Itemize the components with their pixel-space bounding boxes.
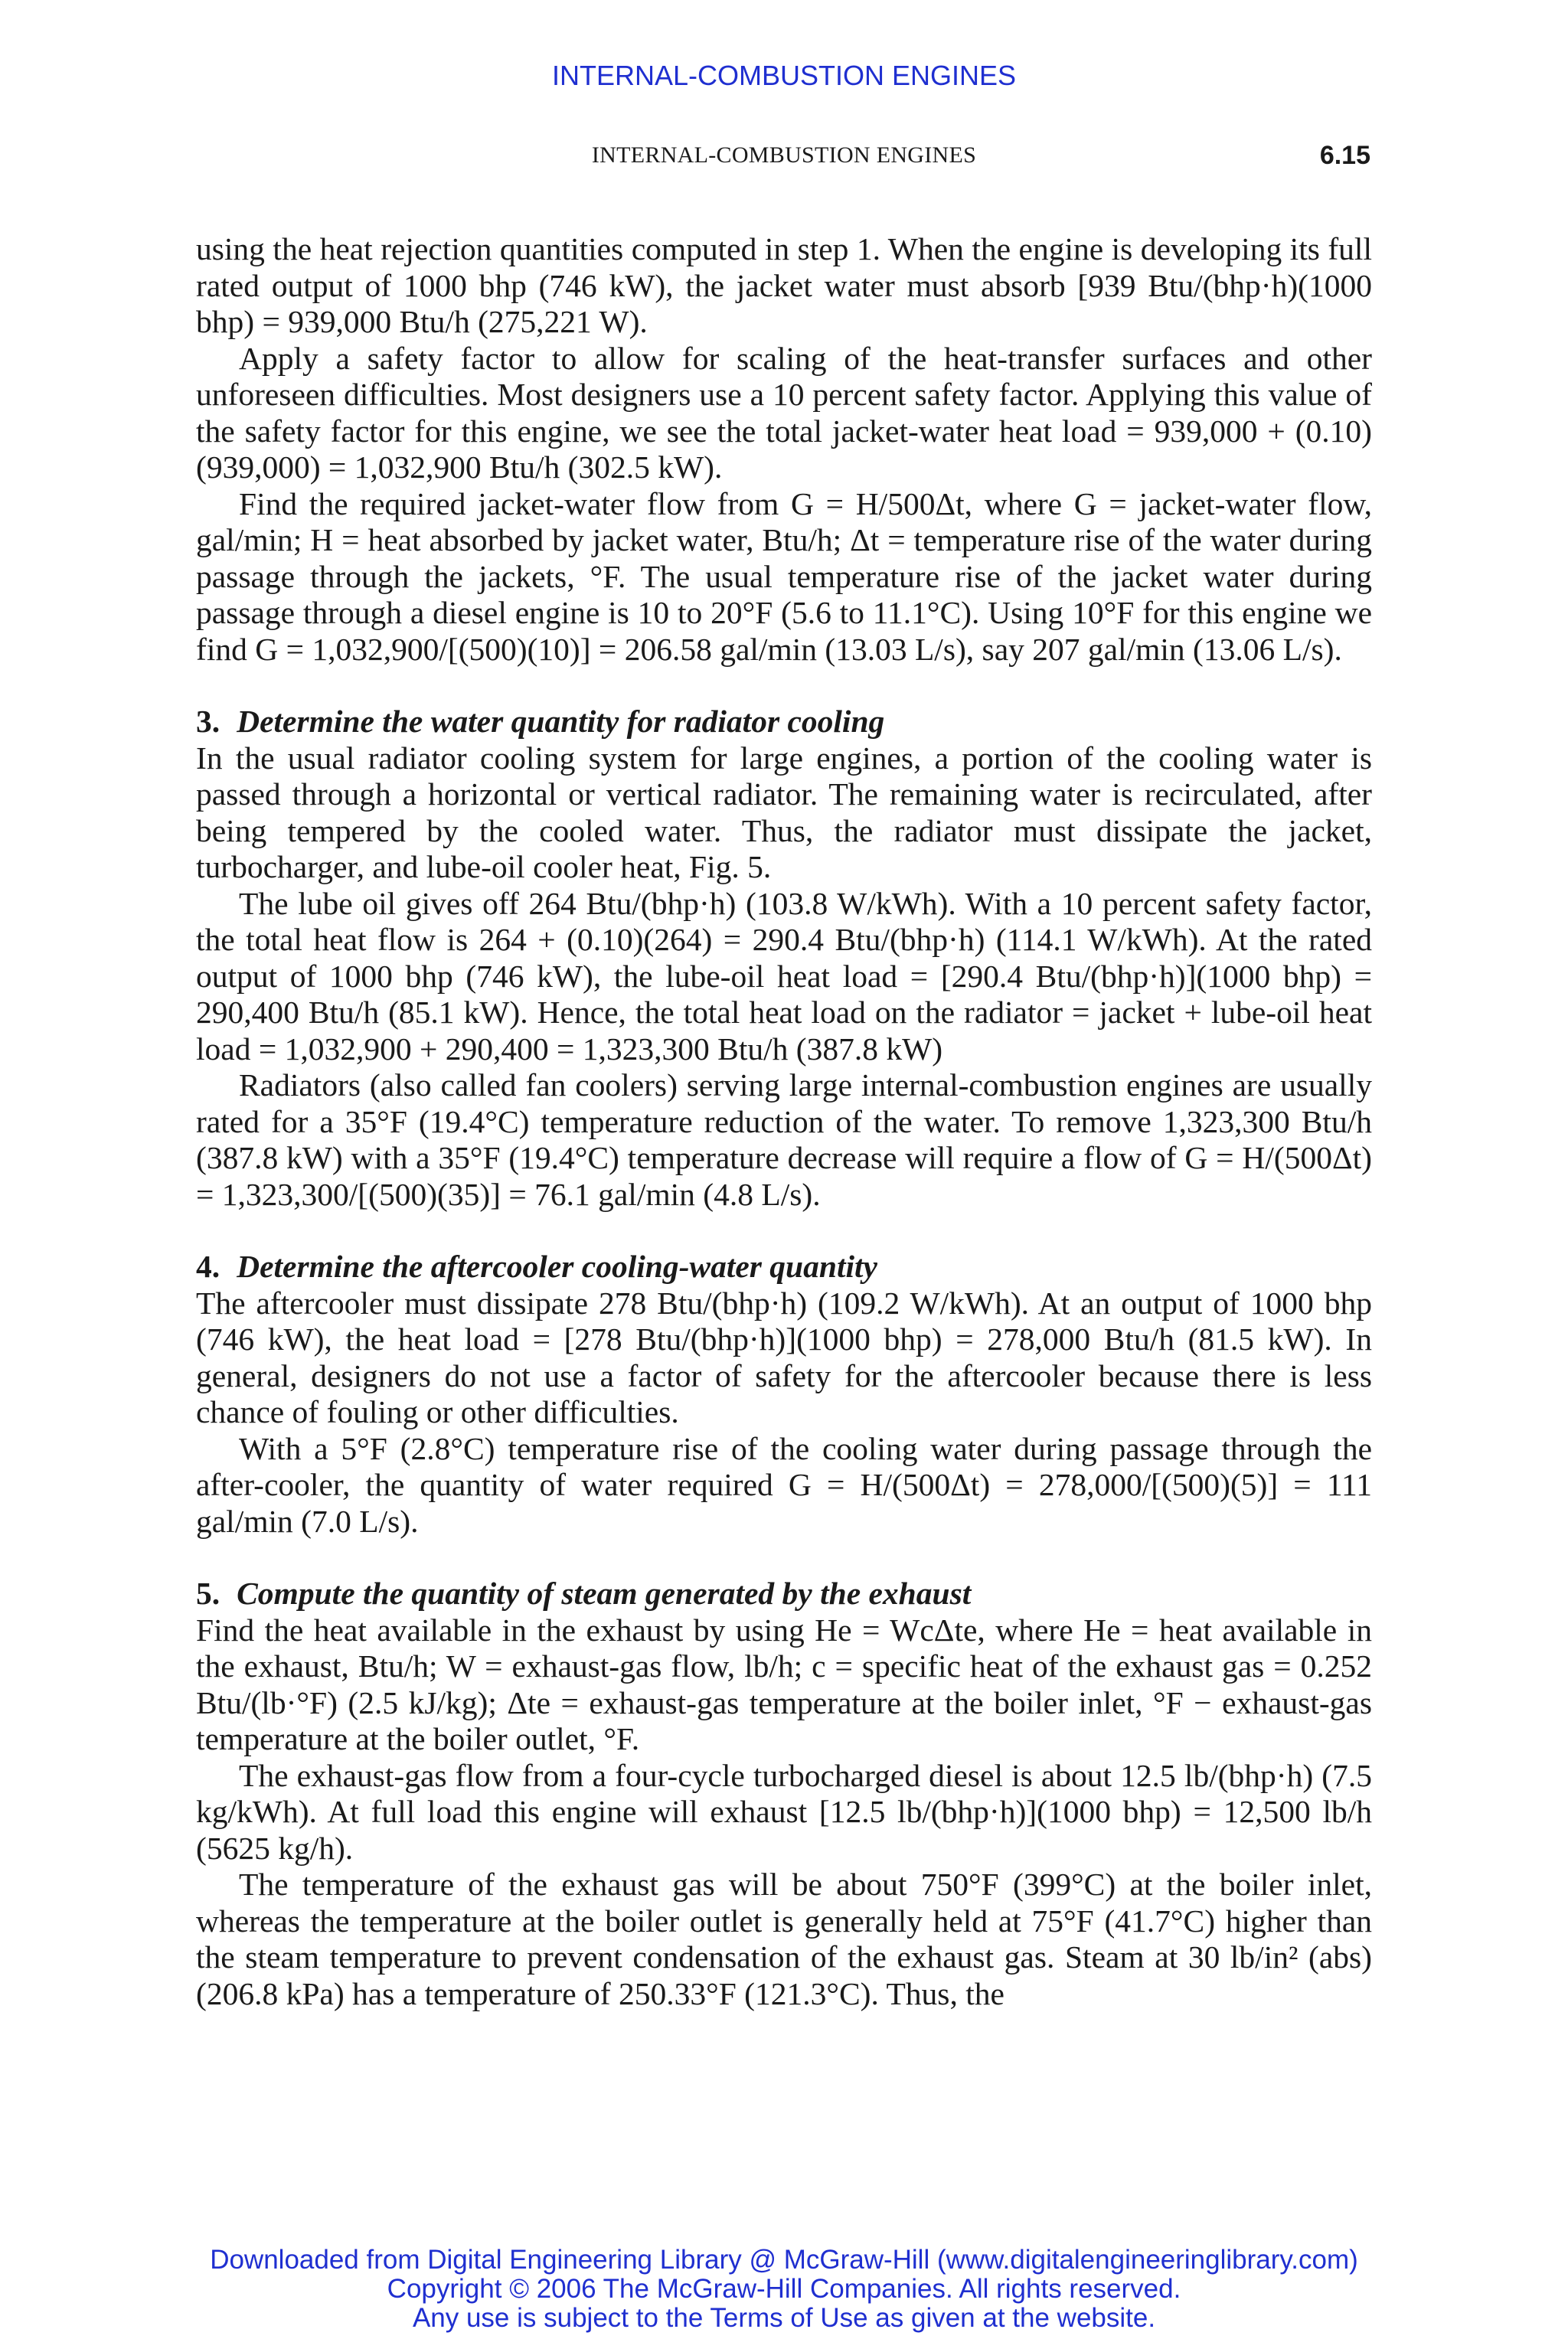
- running-head: INTERNAL-COMBUSTION ENGINES: [591, 142, 977, 168]
- footer-copyright: Copyright © 2006 The McGraw-Hill Companies. All rights reserved.: [387, 2274, 1181, 2304]
- section-number: 3.: [196, 704, 220, 739]
- section-heading-exhaust-steam: [196, 1576, 1372, 1612]
- paragraph-jacket-flow: Find the required jacket-water flow from G = H/500Δt, where G = jacket-water flow, gal/min; H = heat absorbed by jacket water, Btu/h; Δt = temperature rise of the water during passage through the jackets, °F. The usual temperature rise of the jacket water during passage through a diesel engine is 10 to 20°F (5.6 to 11.1°C). Using 10°F for this engine we find G = 1,032,900/[(500)(10)] = 206.58 gal/min (13.03 L/s), say 207 gal/min (13.06 L/s).: [196, 485, 1372, 667]
- section-title: Determine the water quantity for radiator cooling: [237, 704, 885, 739]
- section-heading-radiator: [196, 704, 1372, 740]
- paragraph-aftercooler-load: The aftercooler must dissipate 278 Btu/(bhp·h) (109.2 W/kWh). At an output of 1000 bhp (746 kW), the heat load = [278 Btu/(bhp·h)](1000 bhp) = 278,000 Btu/h (81.5 kW). In general, designers do not use a factor of safety for the aftercooler because there is less chance of fouling or other difficulties.: [196, 1285, 1372, 1429]
- section-title: Compute the quantity of steam generated by the exhaust: [237, 1576, 972, 1611]
- download-footer: [0, 2246, 1568, 2333]
- paragraph-radiator-system: In the usual radiator cooling system for large engines, a portion of the cooling water is passed through a horizontal or vertical radiator. The remaining water is recirculated, after being tempered by the cooled water. Thus, the radiator must dissipate the jacket, turbocharger, and lube-oil cooler heat, Fig. 5.: [196, 740, 1372, 884]
- chapter-banner[interactable]: INTERNAL-COMBUSTION ENGINES: [551, 60, 1017, 91]
- footer-download-link[interactable]: Downloaded from Digital Engineering Library @ McGraw-Hill (www.digitalengineeringlibrary.com): [210, 2245, 1358, 2275]
- page-number: 6.15: [1319, 141, 1370, 170]
- paragraph-exhaust-heat: Find the heat available in the exhaust by using He = WcΔte, where He = heat available in the exhaust, Btu/h; W = exhaust-gas flow, lb/h; c = specific heat of the exhaust gas = 0.252 Btu/(lb·°F) (2.5 kJ/kg); Δte = exhaust-gas temperature at the boiler inlet, °F − exhaust-gas temperature at the boiler outlet, °F.: [196, 1612, 1372, 1756]
- paragraph-jacket-heat: using the heat rejection quantities computed in step 1. When the engine is developing its full rated output of 1000 bhp (746 kW), the jacket water must absorb [939 Btu/(bhp·h)(1000 bhp) = 939,000 Btu/h (275,221 W).: [196, 231, 1372, 339]
- section-title: Determine the aftercooler cooling-water quantity: [237, 1249, 877, 1284]
- paragraph-aftercooler-flow: With a 5°F (2.8°C) temperature rise of the cooling water during passage through the after-cooler, the quantity of water required G = H/(500Δt) = 278,000/[(500)(5)] = 111 gal/min (7.0 L/s).: [196, 1430, 1372, 1539]
- paragraph-safety-factor: Apply a safety factor to allow for scaling of the heat-transfer surfaces and other unforeseen difficulties. Most designers use a 10 percent safety factor. Applying this value of the safety factor for this engine, we see the total jacket-water heat load = 939,000 + (0.10)(939,000) = 1,032,900 Btu/h (302.5 kW).: [196, 340, 1372, 485]
- body-text: [196, 231, 1372, 2012]
- section-heading-aftercooler: [196, 1249, 1372, 1285]
- paragraph-exhaust-temperature: The temperature of the exhaust gas will be about 750°F (399°C) at the boiler inlet, whereas the temperature at the boiler outlet is generally held at 75°F (41.7°C) higher than the steam temperature to prevent condensation of the exhaust gas. Steam at 30 lb/in² (abs) (206.8 kPa) has a temperature of 250.33°F (121.3°C). Thus, the: [196, 1867, 1372, 2011]
- paragraph-exhaust-flow: The exhaust-gas flow from a four-cycle turbocharged diesel is about 12.5 lb/(bhp·h) (7.5 kg/kWh). At full load this engine will exhaust [12.5 lb/(bhp·h)](1000 bhp) = 12,500 lb/h (5625 kg/h).: [196, 1757, 1372, 1866]
- section-number: 4.: [196, 1249, 220, 1284]
- section-number: 5.: [196, 1576, 220, 1611]
- paragraph-radiator-flow: Radiators (also called fan coolers) serving large internal-combustion engines are usually rated for a 35°F (19.4°C) temperature reduction of the water. To remove 1,323,300 Btu/h (387.8 kW) with a 35°F (19.4°C) temperature decrease will require a flow of G = H/(500Δt) = 1,323,300/[(500)(35)] = 76.1 gal/min (4.8 L/s).: [196, 1067, 1372, 1212]
- footer-terms: Any use is subject to the Terms of Use as given at the website.: [412, 2303, 1156, 2333]
- paragraph-lube-oil: The lube oil gives off 264 Btu/(bhp·h) (103.8 W/kWh). With a 10 percent safety factor, the total heat flow is 264 + (0.10)(264) = 290.4 Btu/(bhp·h) (114.1 W/kWh). At the rated output of 1000 bhp (746 kW), the lube-oil heat load = [290.4 Btu/(bhp·h)](1000 bhp) = 290,400 Btu/h (85.1 kW). Hence, the total heat load on the radiator = jacket + lube-oil heat load = 1,032,900 + 290,400 = 1,323,300 Btu/h (387.8 kW): [196, 885, 1372, 1067]
